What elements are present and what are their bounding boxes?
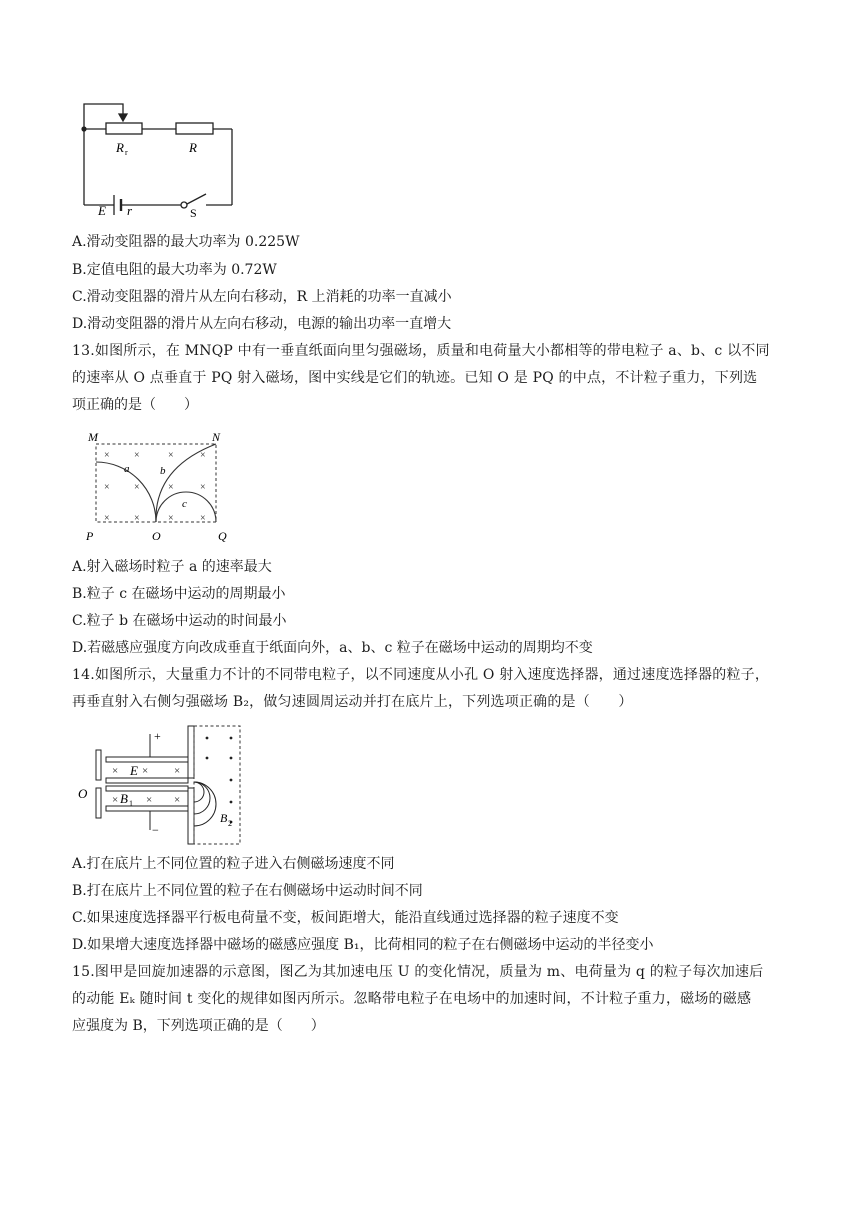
junction-dot <box>81 126 86 131</box>
film-plate-top <box>188 726 194 778</box>
label-rheostat-sub: r <box>125 148 128 157</box>
bottom-plate <box>106 806 188 811</box>
field-marks <box>104 450 206 524</box>
label-emf: E <box>98 203 106 218</box>
label-o: O <box>152 529 161 543</box>
q15-stem-line-3: 应强度为 B，下列选项正确的是（ ） <box>72 1018 325 1034</box>
q12-option-c: C.滑动变阻器的滑片从左向右移动，R 上消耗的功率一直减小 <box>72 289 452 305</box>
q15-stem-line-1: 15.图甲是回旋加速器的示意图，图乙为其加速电压 U 的变化情况，质量为 m、电荷量为 q 的粒子每次加速后 <box>72 964 764 980</box>
rheostat-symbol <box>106 123 142 134</box>
q12-option-b: B.定值电阻的最大功率为 0.72W <box>72 262 277 278</box>
label-b: b <box>160 465 166 477</box>
q13-option-c: C.粒子 b 在磁场中运动的时间最小 <box>72 613 287 629</box>
label-rheostat: R <box>116 140 124 155</box>
q14-option-a: A.打在底片上不同位置的粒子进入右侧磁场速度不同 <box>72 856 395 872</box>
q12-option-a: A.滑动变阻器的最大功率为 0.225W <box>72 234 300 250</box>
svg-text:×: × <box>200 482 206 493</box>
q12-option-d: D.滑动变阻器的滑片从左向右移动，电源的输出功率一直增大 <box>72 316 452 332</box>
arc-3 <box>194 782 216 826</box>
svg-text:×: × <box>112 765 119 777</box>
circuit-diagram <box>74 98 244 222</box>
entrance-plate-top <box>96 750 101 780</box>
label-b1-sub: 1 <box>129 799 133 808</box>
svg-text:×: × <box>142 765 149 777</box>
q13-stem-line-2: 的速率从 O 点垂直于 PQ 射入磁场，图中实线是它们的轨迹。已知 O 是 PQ 的中点，不计粒子重力，下列选 <box>72 370 758 386</box>
svg-text:×: × <box>200 450 206 461</box>
top-plate <box>106 757 188 762</box>
svg-text:×: × <box>104 513 110 524</box>
svg-text:×: × <box>104 450 110 461</box>
svg-text:×: × <box>168 450 174 461</box>
trajectory-b <box>156 444 216 522</box>
label-q: Q <box>218 529 227 543</box>
label-b2-sub: 2 <box>228 819 232 828</box>
q14-stem-line-2: 再垂直射入右侧匀强磁场 B₂，做匀速圆周运动并打在底片上，下列选项正确的是（ ） <box>72 694 633 710</box>
q13-option-b: B.粒子 c 在磁场中运动的周期最小 <box>72 586 286 602</box>
q14-option-c: C.如果速度选择器平行板电荷量不变，板间距增大，能沿直线通过选择器的粒子速度不变 <box>72 910 619 926</box>
q13-option-a: A.射入磁场时粒子 a 的速率最大 <box>72 559 272 575</box>
resistor-symbol <box>176 123 213 134</box>
svg-text:×: × <box>112 794 119 806</box>
q14-option-d: D.如果增大速度选择器中磁场的磁感应强度 B₁，比荷相同的粒子在右侧磁场中运动的半径变小 <box>72 937 654 953</box>
svg-text:×: × <box>174 794 181 806</box>
svg-text:×: × <box>168 482 174 493</box>
label-p: P <box>86 529 94 543</box>
field-dots <box>206 737 233 824</box>
svg-text:×: × <box>200 513 206 524</box>
velocity-selector-diagram <box>74 722 246 848</box>
q13-option-d: D.若磁感应强度方向改成垂直于纸面向外，a、b、c 粒子在磁场中运动的周期均不变 <box>72 640 593 656</box>
svg-text:×: × <box>104 482 110 493</box>
label-e: E <box>130 763 138 778</box>
q13-stem-line-1: 13.如图所示，在 MNQP 中有一垂直纸面向里匀强磁场，质量和电荷量大小都相等的带电粒子 a、b、c 以不同 <box>72 343 770 359</box>
label-minus: − <box>152 823 159 837</box>
label-b1: B <box>120 791 128 806</box>
label-a: a <box>124 463 130 475</box>
label-plus: + <box>154 729 161 743</box>
inner-plate-top <box>106 778 188 783</box>
label-switch: S <box>190 206 197 220</box>
label-internal-r: r <box>127 203 133 218</box>
inner-plate-bottom <box>106 786 188 791</box>
label-c: c <box>182 498 187 510</box>
label-m: M <box>88 430 98 444</box>
svg-text:×: × <box>146 794 153 806</box>
label-o: O <box>78 786 88 801</box>
entrance-plate-bottom <box>96 788 101 818</box>
svg-text:×: × <box>174 765 181 777</box>
q13-stem-line-3: 项正确的是（ ） <box>72 397 198 413</box>
svg-text:×: × <box>134 513 140 524</box>
svg-text:×: × <box>134 482 140 493</box>
film-plate-bottom <box>188 788 194 844</box>
magnetic-field-diagram <box>84 428 234 544</box>
q15-stem-line-2: 的动能 Eₖ 随时间 t 变化的规律如图丙所示。忽略带电粒子在电场中的加速时间，不计粒子重力，磁场的磁感 <box>72 991 752 1007</box>
label-resistor: R <box>189 140 197 155</box>
q14-option-b: B.打在底片上不同位置的粒子在右侧磁场中运动时间不同 <box>72 883 423 899</box>
q14-stem-line-1: 14.如图所示，大量重力不计的不同带电粒子，以不同速度从小孔 O 射入速度选择器，通过速度选择器的粒子， <box>72 667 770 683</box>
svg-text:×: × <box>134 450 140 461</box>
svg-text:×: × <box>168 513 174 524</box>
label-b2: B <box>220 811 228 825</box>
label-n: N <box>212 430 221 444</box>
